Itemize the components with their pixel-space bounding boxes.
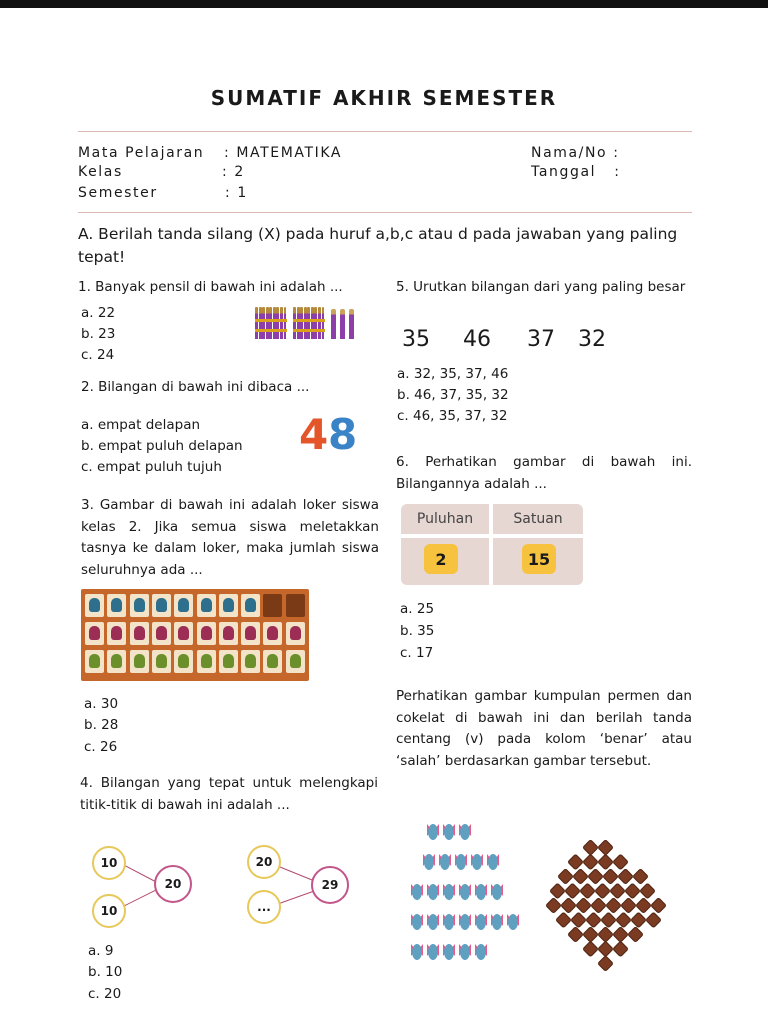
chocolate-icon xyxy=(625,883,641,899)
locker-slot xyxy=(130,650,149,673)
class-label: Kelas xyxy=(78,164,123,180)
chocolate-icon xyxy=(603,869,619,885)
name-label: Nama/No : xyxy=(531,145,620,161)
chocolate-icon xyxy=(568,927,584,943)
bag-icon xyxy=(89,626,100,640)
q3-option-b[interactable]: b. 28 xyxy=(84,717,119,733)
chocolate-icon xyxy=(550,883,566,899)
q2-text: 2. Bilangan di bawah ini dibaca ... xyxy=(81,379,310,395)
pencil-single xyxy=(349,309,354,339)
bag-icon xyxy=(89,598,100,612)
locker-slot xyxy=(219,594,238,617)
bond2-top: 20 xyxy=(247,845,281,879)
locker-slot xyxy=(174,622,193,645)
bag-icon xyxy=(178,654,189,668)
digit-ones: 8 xyxy=(328,410,358,459)
candy-icon xyxy=(443,944,455,960)
bag-icon xyxy=(156,626,167,640)
candy-icon xyxy=(423,854,435,870)
chocolate-icon xyxy=(580,883,596,899)
q2-option-b[interactable]: b. empat puluh delapan xyxy=(81,438,243,454)
chocolate-icon xyxy=(613,854,629,870)
locker-slot xyxy=(85,650,104,673)
chocolate-icon xyxy=(568,854,584,870)
locker-slot xyxy=(107,622,126,645)
bond2-whole: 29 xyxy=(311,866,349,904)
locker-slot xyxy=(107,650,126,673)
candy-icon xyxy=(427,824,439,840)
candy-icon xyxy=(411,914,423,930)
bag-icon xyxy=(223,654,234,668)
bag-icon xyxy=(156,598,167,612)
bag-icon xyxy=(178,626,189,640)
q4-option-c[interactable]: c. 20 xyxy=(88,986,122,1002)
chocolate-icon xyxy=(583,927,599,943)
q1-option-b[interactable]: b. 23 xyxy=(81,326,116,342)
locker-slot xyxy=(152,594,171,617)
candy-icon xyxy=(427,944,439,960)
locker-slot xyxy=(286,622,305,645)
chocolate-icon xyxy=(610,883,626,899)
page-title: SUMATIF AKHIR SEMESTER xyxy=(210,86,558,110)
chocolate-icon xyxy=(628,927,644,943)
q6-option-b[interactable]: b. 35 xyxy=(400,623,435,639)
locker-slot xyxy=(263,650,282,673)
locker-slot xyxy=(197,650,216,673)
q1-option-c[interactable]: c. 24 xyxy=(81,347,115,363)
bag-icon xyxy=(89,654,100,668)
q4-option-b[interactable]: b. 10 xyxy=(88,964,123,980)
class-value: : 2 xyxy=(222,164,245,180)
candy-group xyxy=(405,822,527,970)
bag-icon xyxy=(245,598,256,612)
bag-icon xyxy=(290,654,301,668)
top-bar xyxy=(0,0,768,8)
semester-value: : 1 xyxy=(225,185,248,201)
chocolate-icon xyxy=(576,898,592,914)
chocolate-icon xyxy=(583,840,599,856)
chocolate-icon xyxy=(558,869,574,885)
bag-icon xyxy=(134,598,145,612)
locker-slot xyxy=(152,650,171,673)
chocolate-icon xyxy=(565,883,581,899)
bag-icon xyxy=(111,654,122,668)
chocolate-icon xyxy=(571,912,587,928)
q6-text: 6. Perhatikan gambar di bawah ini. Bilangannya adalah ... xyxy=(396,454,692,492)
q6-option-c[interactable]: c. 17 xyxy=(400,645,434,661)
locker-slot xyxy=(85,594,104,617)
q1-option-a[interactable]: a. 22 xyxy=(81,305,116,321)
divider-top xyxy=(78,131,692,132)
q5-option-c[interactable]: c. 46, 35, 37, 32 xyxy=(397,408,508,424)
locker-slot xyxy=(130,622,149,645)
bag-icon xyxy=(111,598,122,612)
locker-slot xyxy=(130,594,149,617)
bag-icon xyxy=(245,626,256,640)
subject-value: : MATEMATIKA xyxy=(224,145,343,161)
date-label: Tanggal : xyxy=(531,164,621,180)
bag-icon xyxy=(267,654,278,668)
locker-illustration xyxy=(81,589,309,681)
bag-icon xyxy=(267,626,278,640)
locker-slot xyxy=(174,650,193,673)
pencil-bundle xyxy=(293,307,325,339)
chocolate-icon xyxy=(631,912,647,928)
section-a-instruction: A. Berilah tanda silang (X) pada huruf a,b,c atau d pada jawaban yang paling tepat! xyxy=(78,225,678,266)
locker-slot xyxy=(174,594,193,617)
candy-icon xyxy=(487,854,499,870)
chocolate-icon xyxy=(588,869,604,885)
locker-slot xyxy=(197,622,216,645)
candy-icon xyxy=(491,884,503,900)
locker-slot xyxy=(263,594,282,617)
chocolate-icon xyxy=(595,883,611,899)
bag-icon xyxy=(156,654,167,668)
chocolate-icon xyxy=(633,869,649,885)
bag-icon xyxy=(223,626,234,640)
candy-icon xyxy=(459,944,471,960)
candy-icon xyxy=(459,824,471,840)
candy-icon xyxy=(443,884,455,900)
bag-icon xyxy=(223,598,234,612)
column-ones-header: Satuan xyxy=(513,511,563,527)
q4-option-a[interactable]: a. 9 xyxy=(88,943,114,959)
candy-icon xyxy=(411,944,423,960)
candy-icon xyxy=(459,884,471,900)
chocolate-icon xyxy=(598,840,614,856)
bag-icon xyxy=(201,626,212,640)
locker-slot xyxy=(107,594,126,617)
locker-slot xyxy=(152,622,171,645)
bag-icon xyxy=(134,626,145,640)
chocolate-icon xyxy=(601,912,617,928)
pencil-single xyxy=(340,309,345,339)
subject-label: Mata Pelajaran xyxy=(78,145,205,161)
locker-slot xyxy=(197,594,216,617)
locker-slot xyxy=(85,622,104,645)
chocolate-icon xyxy=(591,898,607,914)
chocolate-icon xyxy=(561,898,577,914)
q2-option-c[interactable]: c. empat puluh tujuh xyxy=(81,459,222,475)
locker-slot xyxy=(286,594,305,617)
chocolate-icon xyxy=(598,956,614,972)
candy-icon xyxy=(411,884,423,900)
locker-slot xyxy=(263,622,282,645)
chocolate-icon xyxy=(583,854,599,870)
divider-bottom xyxy=(78,212,692,213)
chocolate-icon xyxy=(598,941,614,957)
chocolate-icon xyxy=(636,898,652,914)
candy-icon xyxy=(471,854,483,870)
candy-icon xyxy=(439,854,451,870)
bag-icon xyxy=(290,626,301,640)
q5-number: 35 xyxy=(402,327,430,352)
q1-text: 1. Banyak pensil di bawah ini adalah ... xyxy=(78,279,343,295)
bag-icon xyxy=(201,598,212,612)
locker-slot xyxy=(219,650,238,673)
place-value-table xyxy=(401,504,583,585)
chocolate-icon xyxy=(556,912,572,928)
semester-label: Semester xyxy=(78,185,158,201)
q5-text: 5. Urutkan bilangan dari yang paling besar xyxy=(396,279,686,295)
chocolate-icon xyxy=(606,898,622,914)
bag-icon xyxy=(201,654,212,668)
locker-slot xyxy=(286,650,305,673)
locker-slot xyxy=(219,622,238,645)
q2-option-a[interactable]: a. empat delapan xyxy=(81,417,201,433)
candy-icon xyxy=(459,914,471,930)
candy-icon xyxy=(427,884,439,900)
q5-number: 37 xyxy=(527,327,555,352)
candy-icon xyxy=(427,914,439,930)
q5-option-b[interactable]: b. 46, 37, 35, 32 xyxy=(397,387,509,403)
candy-icon xyxy=(443,824,455,840)
q3-text: 3. Gambar di bawah ini adalah loker siswa kelas 2. Jika semua siswa meletakkan tasnya ke dalam loker, maka jumlah siswa seluruhnya ada ... xyxy=(81,497,379,578)
locker-slot xyxy=(241,622,260,645)
chocolate-icon xyxy=(546,898,562,914)
chocolate-icon xyxy=(583,941,599,957)
q5-number: 46 xyxy=(463,327,491,352)
locker-slot xyxy=(241,650,260,673)
chocolate-icon xyxy=(646,912,662,928)
q3-option-c[interactable]: c. 26 xyxy=(84,739,118,755)
ones-value: 15 xyxy=(522,544,556,574)
pencil-bundle xyxy=(255,307,287,339)
q5-number: 32 xyxy=(578,327,606,352)
chocolate-icon xyxy=(613,941,629,957)
candy-icon xyxy=(455,854,467,870)
bag-icon xyxy=(111,626,122,640)
chocolate-icon xyxy=(598,854,614,870)
chocolate-icon xyxy=(586,912,602,928)
chocolate-icon xyxy=(640,883,656,899)
bond2-bottom: ... xyxy=(247,890,281,924)
bag-icon xyxy=(178,598,189,612)
chocolate-icon xyxy=(598,927,614,943)
digit-tens: 4 xyxy=(299,410,329,459)
q4-text: 4. Bilangan yang tepat untuk melengkapi titik-titik di bawah ini adalah ... xyxy=(80,775,378,813)
chocolate-icon xyxy=(618,869,634,885)
bond1-bottom: 10 xyxy=(92,894,126,928)
bond1-top: 10 xyxy=(92,846,126,880)
candy-icon xyxy=(475,884,487,900)
q3-option-a[interactable]: a. 30 xyxy=(84,696,119,712)
candy-icon xyxy=(507,914,519,930)
locker-slot xyxy=(241,594,260,617)
candy-icon xyxy=(491,914,503,930)
candy-icon xyxy=(475,914,487,930)
chocolate-icon xyxy=(616,912,632,928)
pencil-single xyxy=(331,309,336,339)
bag-icon xyxy=(245,654,256,668)
chocolate-icon xyxy=(573,869,589,885)
bag-icon xyxy=(134,654,145,668)
bond1-whole: 20 xyxy=(154,865,192,903)
tens-value: 2 xyxy=(424,544,458,574)
candy-icon xyxy=(443,914,455,930)
q5-option-a[interactable]: a. 32, 35, 37, 46 xyxy=(397,366,509,382)
chocolate-icon xyxy=(651,898,667,914)
column-tens-header: Puluhan xyxy=(416,511,474,527)
chocolate-icon xyxy=(613,927,629,943)
q6-option-a[interactable]: a. 25 xyxy=(400,601,435,617)
chocolate-group xyxy=(540,834,680,972)
candy-icon xyxy=(475,944,487,960)
q7-text: Perhatikan gambar kumpulan permen dan cokelat di bawah ini dan berilah tanda centang (v) pada kolom ‘benar’ atau ‘salah’ berdasarkan gambar tersebut. xyxy=(396,688,692,769)
chocolate-icon xyxy=(621,898,637,914)
